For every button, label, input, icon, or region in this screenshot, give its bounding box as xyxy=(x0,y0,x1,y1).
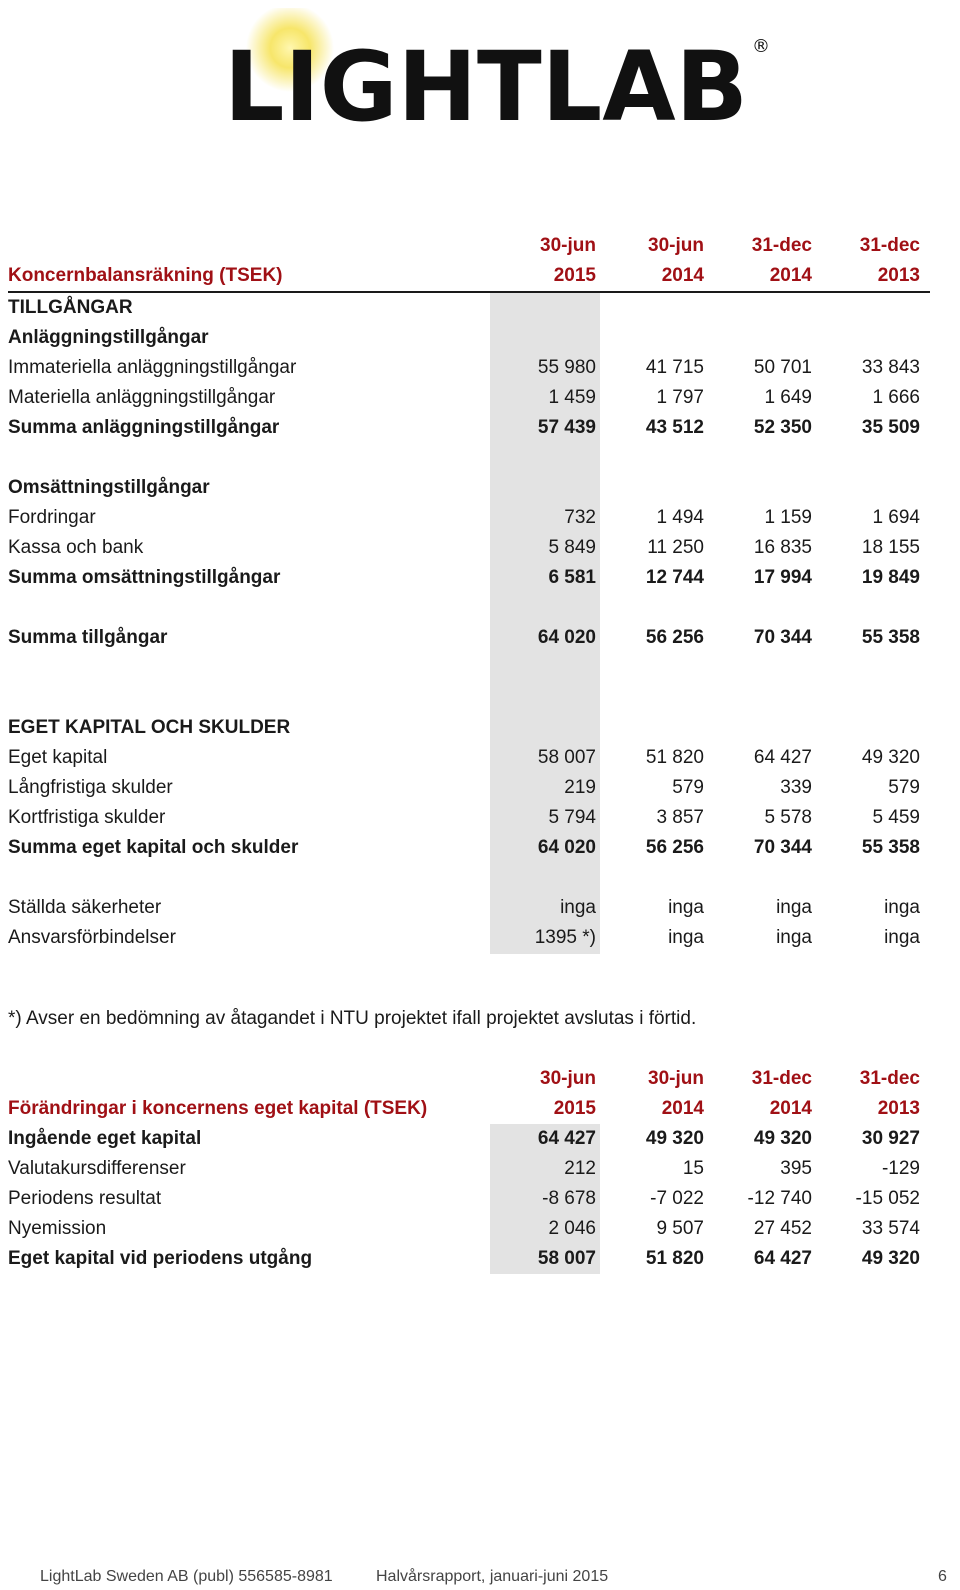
cell: -129 xyxy=(881,1158,920,1179)
row-label: Ingående eget kapital xyxy=(8,1128,202,1149)
cell: 16 835 xyxy=(753,537,812,558)
col-header: 31-dec xyxy=(859,1068,920,1089)
col-header: 2014 xyxy=(661,1098,704,1119)
logo-graphic xyxy=(224,8,772,128)
table-row xyxy=(8,893,930,923)
row-label: Eget kapital vid periodens utgång xyxy=(8,1248,313,1269)
col-header: 2014 xyxy=(769,1098,812,1119)
col-header: 2015 xyxy=(553,1098,596,1119)
cell: -12 740 xyxy=(747,1188,812,1209)
cell: 52 350 xyxy=(753,417,812,438)
row-label: Summa eget kapital och skulder xyxy=(8,837,299,858)
cell: 64 427 xyxy=(537,1128,596,1149)
cell: 5 459 xyxy=(872,807,920,828)
logo-wordmark: LIGHTLAB xyxy=(224,31,748,128)
cell: 56 256 xyxy=(645,627,704,648)
header-row-bottom xyxy=(8,1094,930,1124)
row-label: Summa omsättningstillgångar xyxy=(8,567,281,588)
cell: 3 857 xyxy=(656,807,704,828)
cell: 339 xyxy=(780,777,812,798)
cell: 49 320 xyxy=(753,1128,812,1149)
cell: 43 512 xyxy=(645,417,704,438)
cell: inga xyxy=(884,897,920,918)
row-label: Ställda säkerheter xyxy=(8,897,162,918)
col-header: 30-jun xyxy=(540,1068,596,1089)
table-row xyxy=(8,923,930,953)
cell: 9 507 xyxy=(656,1218,704,1239)
row-label: Immateriella anläggningstillgångar xyxy=(8,357,297,378)
cell: 35 509 xyxy=(861,417,920,438)
header-row-top xyxy=(8,231,930,261)
table-row xyxy=(8,1214,930,1244)
cell: -15 052 xyxy=(855,1188,920,1209)
cell: 1 649 xyxy=(764,387,812,408)
cell: 2 046 xyxy=(548,1218,596,1239)
cell: inga xyxy=(560,897,596,918)
cell: 1 159 xyxy=(764,507,812,528)
cell: 55 358 xyxy=(861,837,920,858)
cell: 50 701 xyxy=(753,357,812,378)
col-header: 31-dec xyxy=(859,235,920,256)
cell: 1 666 xyxy=(872,387,920,408)
lightlab-logo xyxy=(224,8,772,128)
cell: 5 578 xyxy=(764,807,812,828)
row-label: Ansvarsförbindelser xyxy=(8,927,176,948)
cell: 58 007 xyxy=(537,747,596,768)
cell: inga xyxy=(776,897,812,918)
cell: 33 574 xyxy=(861,1218,920,1239)
cell: 18 155 xyxy=(861,537,920,558)
cell: 49 320 xyxy=(861,1248,920,1269)
section-assets: TILLGÅNGAR xyxy=(8,297,133,318)
sum-row xyxy=(8,623,930,653)
cell: 49 320 xyxy=(861,747,920,768)
col-header: 2015 xyxy=(553,265,596,286)
cell: 1395 *) xyxy=(534,927,596,948)
col-header: 31-dec xyxy=(751,235,812,256)
row-label: Långfristiga skulder xyxy=(8,777,173,798)
spacer xyxy=(8,683,930,713)
cell: inga xyxy=(884,927,920,948)
row-label: Materiella anläggningstillgångar xyxy=(8,387,276,408)
cell: 64 020 xyxy=(537,627,596,648)
cell: 12 744 xyxy=(645,567,704,588)
balance-sheet-table xyxy=(8,231,930,953)
row-label: Periodens resultat xyxy=(8,1188,162,1209)
cell: 579 xyxy=(672,777,704,798)
equity-changes-table xyxy=(8,1064,930,1274)
table-row xyxy=(8,353,930,383)
cell: 212 xyxy=(564,1158,596,1179)
sum-row xyxy=(8,833,930,863)
spacer xyxy=(8,863,930,893)
cell: 64 427 xyxy=(753,1248,812,1269)
section-heading xyxy=(8,473,930,503)
cell: -8 678 xyxy=(542,1188,596,1209)
row-label: Summa tillgångar xyxy=(8,627,168,648)
table-row xyxy=(8,1154,930,1184)
cell: 56 256 xyxy=(645,837,704,858)
row-label: Kortfristiga skulder xyxy=(8,807,166,828)
cell: 51 820 xyxy=(645,1248,704,1269)
table-row xyxy=(8,533,930,563)
col-header: 2013 xyxy=(877,1098,920,1119)
footnote: *) Avser en bedömning av åtagandet i NTU projektet ifall projektet avslutas i förtid. xyxy=(8,1008,697,1029)
registered-mark: ® xyxy=(752,36,770,57)
cell: 64 020 xyxy=(537,837,596,858)
page-number: 6 xyxy=(938,1568,947,1585)
cell: 219 xyxy=(564,777,596,798)
cell: 64 427 xyxy=(753,747,812,768)
table-row xyxy=(8,743,930,773)
balance-title: Koncernbalansräkning (TSEK) xyxy=(8,265,283,286)
section-equity: EGET KAPITAL OCH SKULDER xyxy=(8,717,291,738)
table-row xyxy=(8,503,930,533)
cell: 70 344 xyxy=(753,837,812,858)
spacer xyxy=(8,443,930,473)
section-heading xyxy=(8,713,930,743)
section-heading xyxy=(8,293,930,323)
cell: inga xyxy=(668,897,704,918)
table-row xyxy=(8,803,930,833)
cell: 49 320 xyxy=(645,1128,704,1149)
equity-changes-title: Förändringar i koncernens eget kapital (TSEK) xyxy=(8,1098,428,1119)
sum-row xyxy=(8,563,930,593)
col-header: 30-jun xyxy=(648,235,704,256)
cell: 27 452 xyxy=(753,1218,812,1239)
col-header: 2014 xyxy=(769,265,812,286)
cell: 15 xyxy=(682,1158,704,1179)
cell: 51 820 xyxy=(645,747,704,768)
sum-row xyxy=(8,1244,930,1274)
row-label: Fordringar xyxy=(8,507,96,528)
cell: 30 927 xyxy=(861,1128,920,1149)
footer-company: LightLab Sweden AB (publ) 556585-8981 xyxy=(40,1568,333,1585)
cell: 5 849 xyxy=(548,537,596,558)
cell: 1 494 xyxy=(656,507,704,528)
table-row xyxy=(8,773,930,803)
col-header: 2013 xyxy=(877,265,920,286)
cell: 11 250 xyxy=(647,537,704,558)
row-label: Kassa och bank xyxy=(8,537,144,558)
cell: 579 xyxy=(888,777,920,798)
row-label: Eget kapital xyxy=(8,747,108,768)
row-label: Summa anläggningstillgångar xyxy=(8,417,280,438)
cell: 5 794 xyxy=(548,807,596,828)
cell: 70 344 xyxy=(753,627,812,648)
table-row xyxy=(8,1184,930,1214)
col-header: 30-jun xyxy=(540,235,596,256)
cell: 732 xyxy=(564,507,596,528)
cell: 6 581 xyxy=(548,567,596,588)
sum-row xyxy=(8,1124,930,1154)
col-header: 30-jun xyxy=(648,1068,704,1089)
cell: 1 459 xyxy=(548,387,596,408)
cell: 1 797 xyxy=(656,387,704,408)
col-header: 2014 xyxy=(661,265,704,286)
cell: inga xyxy=(668,927,704,948)
header-row-top xyxy=(8,1064,930,1094)
footer-report: Halvårsrapport, januari-juni 2015 xyxy=(376,1568,609,1585)
cell: inga xyxy=(776,927,812,948)
cell: 19 849 xyxy=(861,567,920,588)
cell: 41 715 xyxy=(645,357,704,378)
fixed-assets-heading: Anläggningstillgångar xyxy=(8,327,209,348)
spacer xyxy=(8,653,930,683)
spacer xyxy=(8,593,930,623)
cell: 1 694 xyxy=(872,507,920,528)
cell: 55 980 xyxy=(537,357,596,378)
cell: 17 994 xyxy=(753,567,812,588)
sum-row xyxy=(8,413,930,443)
cell: -7 022 xyxy=(650,1188,704,1209)
cell: 58 007 xyxy=(537,1248,596,1269)
section-heading xyxy=(8,323,930,353)
current-assets-heading: Omsättningstillgångar xyxy=(8,477,210,498)
cell: 55 358 xyxy=(861,627,920,648)
col-header: 31-dec xyxy=(751,1068,812,1089)
row-label: Nyemission xyxy=(8,1218,107,1239)
row-label: Valutakursdifferenser xyxy=(8,1158,186,1179)
cell: 395 xyxy=(780,1158,812,1179)
cell: 33 843 xyxy=(861,357,920,378)
header-row-bottom xyxy=(8,261,930,293)
table-row xyxy=(8,383,930,413)
cell: 57 439 xyxy=(537,417,596,438)
